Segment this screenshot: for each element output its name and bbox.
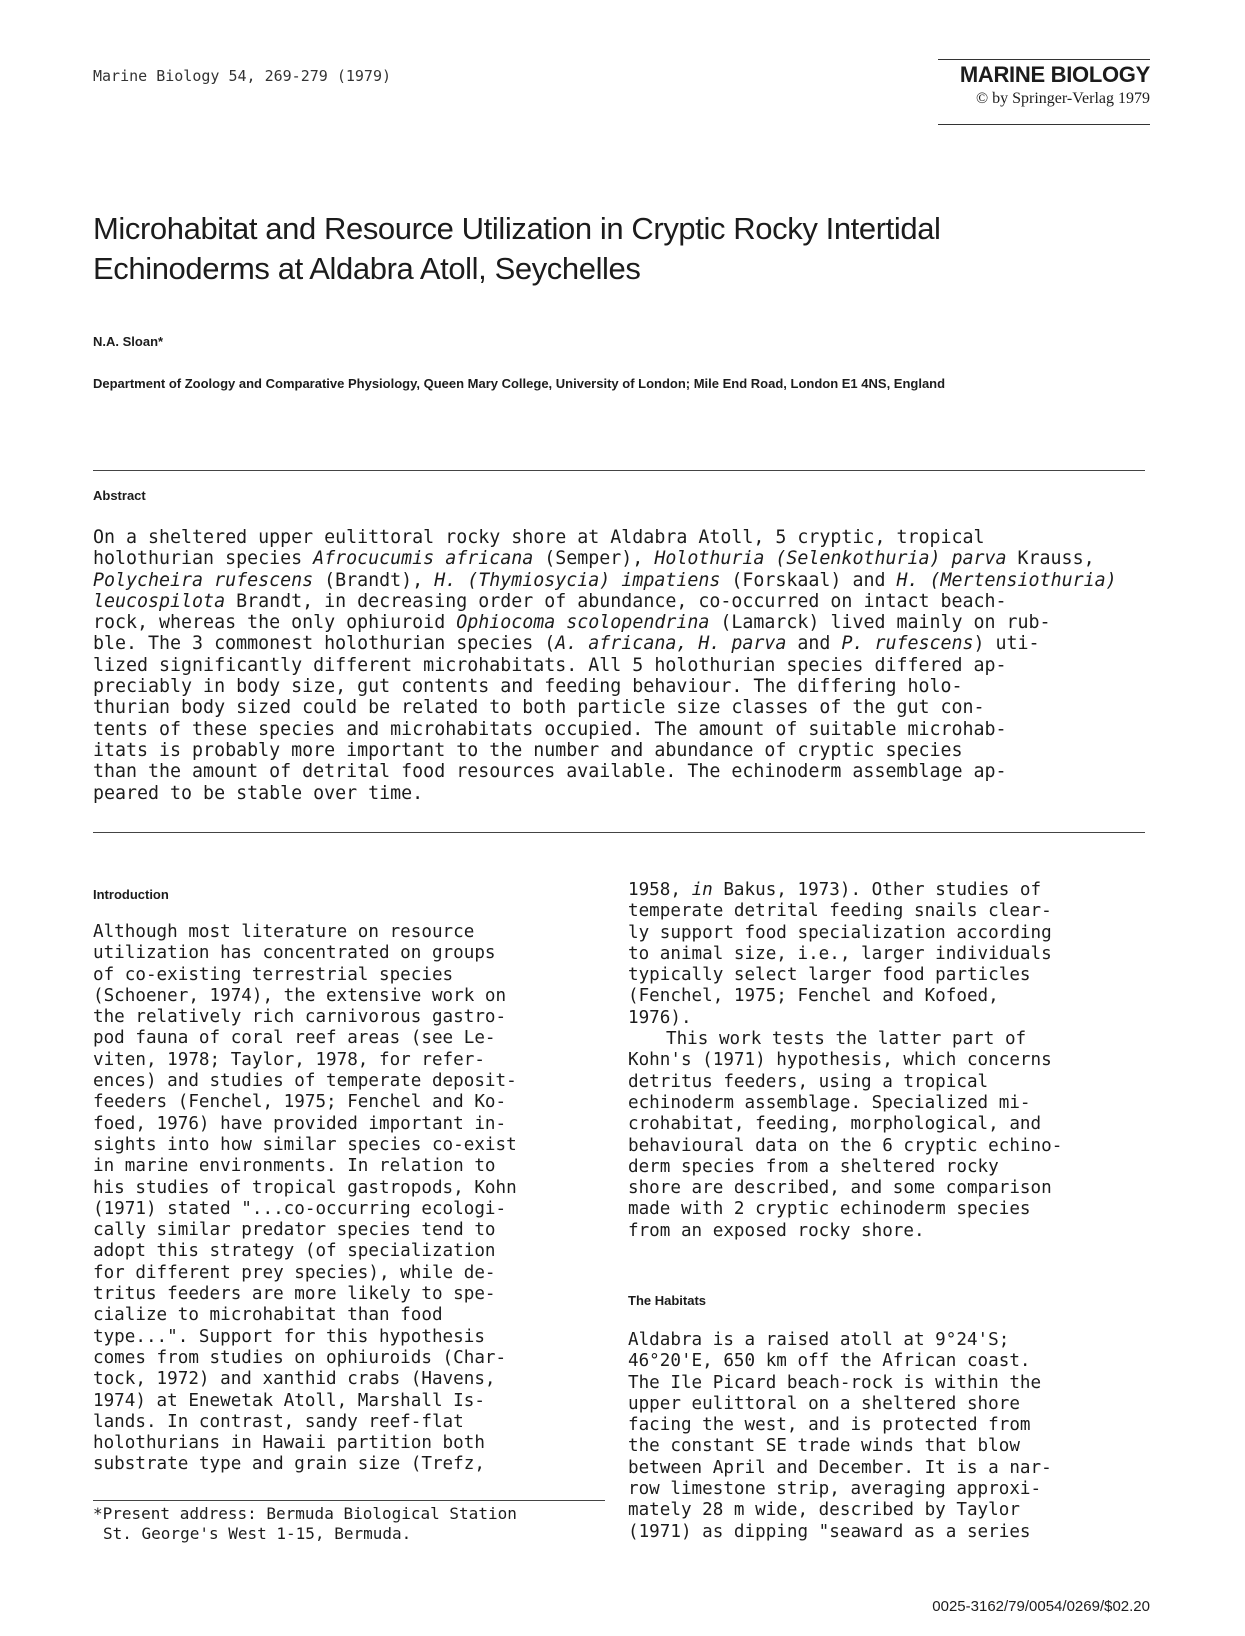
text-line <box>93 570 1145 591</box>
section-divider <box>93 832 1145 833</box>
text-line <box>628 1157 1148 1178</box>
text-line: facing the west, and is protected from <box>628 1415 1031 1436</box>
text-line: 1974) at Enewetak Atoll, Marshall Is- <box>93 1390 485 1411</box>
italic-text: Polycheira rufescens <box>93 569 314 591</box>
italic-text: Afrocucumis africana <box>313 548 534 570</box>
journal-bottom-rule <box>938 124 1150 125</box>
journal-name: MARINE BIOLOGY <box>959 62 1150 87</box>
text-line: row limestone strip, averaging approxi- <box>628 1479 1042 1500</box>
text-run: temperate detrital feeding snails clear- <box>628 901 1052 922</box>
text-line: The Ile Picard beach-rock is within the <box>628 1372 1042 1393</box>
text-run: from an exposed rocky shore. <box>628 1220 925 1241</box>
text-run: and <box>786 633 842 655</box>
text-line <box>628 1008 1148 1029</box>
text-run: (Brandt), <box>313 569 435 591</box>
text-line <box>628 1199 1148 1220</box>
text-run: This work tests the latter part of <box>666 1029 1027 1050</box>
italic-text: in <box>691 880 713 900</box>
journal-citation: Marine Biology 54, 269-279 (1979) <box>93 67 392 85</box>
text-line <box>628 944 1148 965</box>
text-run: to animal size, i.e., larger individuals <box>628 943 1052 964</box>
text-line <box>628 1072 1148 1093</box>
text-run: behavioural data on the 6 cryptic echino- <box>628 1135 1063 1156</box>
text-line: upper eulittoral on a sheltered shore <box>628 1393 1020 1414</box>
text-line: for different prey species), while de- <box>93 1262 496 1283</box>
abstract-body <box>93 527 1145 804</box>
text-line: type...". Support for this hypothesis <box>93 1326 485 1347</box>
text-run: Bakus, 1973). Other studies of <box>712 880 1042 900</box>
text-run: made with 2 cryptic echinoderm species <box>628 1199 1031 1220</box>
text-line: mately 28 m wide, described by Taylor <box>628 1500 1020 1521</box>
text-run: 1958, <box>628 880 692 900</box>
text-line <box>628 1221 1148 1242</box>
text-line <box>93 633 1145 654</box>
copyright-notice: © by Springer-Verlag 1979 <box>975 90 1150 107</box>
italic-text: Ophiocoma scolopendrina <box>456 612 710 634</box>
text-line: adopt this strategy (of specialization <box>93 1241 496 1262</box>
text-line: cally similar predator species tend to <box>93 1220 496 1241</box>
text-line <box>93 697 1145 718</box>
text-line: between April and December. It is a nar- <box>628 1457 1052 1478</box>
abstract-heading: Abstract <box>93 488 146 503</box>
text-line <box>628 880 1148 901</box>
text-line: the constant SE trade winds that blow <box>628 1436 1020 1457</box>
text-line <box>628 923 1148 944</box>
text-run: (Fenchel, 1975; Fenchel and Kofoed, <box>628 986 999 1007</box>
italic-text: leucospilota <box>93 590 226 612</box>
text-line <box>628 986 1148 1007</box>
text-line <box>628 965 1148 986</box>
italic-text: P. rufescens <box>841 633 974 655</box>
paper-title <box>93 209 1153 289</box>
footnote-line: *Present address: Bermuda Biological Station <box>93 1504 517 1523</box>
text-line <box>93 591 1145 612</box>
title-line: Echinoderms at Aldabra Atoll, Seychelles <box>93 251 641 286</box>
text-line: of co-existing terrestrial species <box>93 964 454 985</box>
text-line: tritus feeders are more likely to spe- <box>93 1284 496 1305</box>
introduction-heading: Introduction <box>93 887 169 902</box>
text-run: derm species from a sheltered rocky <box>628 1156 999 1177</box>
journal-block <box>900 62 1150 108</box>
text-line <box>93 740 1145 761</box>
text-line: his studies of tropical gastropods, Kohn <box>93 1177 517 1198</box>
text-line: ences) and studies of temperate deposit- <box>93 1071 517 1092</box>
text-line <box>628 1136 1148 1157</box>
text-line <box>93 612 1145 633</box>
text-run: Brandt, in decreasing order of abundance, co-occurred on intact beach- <box>225 590 1007 612</box>
text-run: detritus feeders, using a tropical <box>628 1071 989 1092</box>
footnote <box>93 1504 517 1544</box>
author-name: N.A. Sloan* <box>93 334 164 349</box>
text-line: (Schoener, 1974), the extensive work on <box>93 985 507 1006</box>
text-run: lized significantly different microhabitats. All 5 holothurian species differed ap- <box>93 654 1007 676</box>
text-run: 1976). <box>628 1007 692 1028</box>
text-run: rock, whereas the only ophiuroid <box>93 612 457 634</box>
title-line: Microhabitat and Resource Utilization in Cryptic Rocky Intertidal <box>93 211 941 246</box>
text-line: pod fauna of coral reef areas (see Le- <box>93 1028 496 1049</box>
text-run: holothurian species <box>93 548 314 570</box>
text-line: (1971) stated "...co-occurring ecologi- <box>93 1198 507 1219</box>
text-line: cialize to microhabitat than food <box>93 1305 443 1326</box>
text-line <box>628 901 1148 922</box>
text-line: the relatively rich carnivorous gastro- <box>93 1007 507 1028</box>
text-line <box>93 676 1145 697</box>
text-line <box>93 655 1145 676</box>
journal-top-rule <box>938 59 1150 60</box>
text-line: feeders (Fenchel, 1975; Fenchel and Ko- <box>93 1092 507 1113</box>
footnote-line: St. George's West 1-15, Bermuda. <box>103 1524 412 1543</box>
text-line <box>93 719 1145 740</box>
text-run: typically select larger food particles <box>628 965 1031 986</box>
text-run: thurian body sized could be related to both particle size classes of the gut con- <box>93 697 985 719</box>
text-line: substrate type and grain size (Trefz, <box>93 1454 485 1475</box>
text-line <box>93 527 1145 548</box>
text-run: tents of these species and microhabitats occupied. The amount of suitable microhab- <box>93 718 1007 740</box>
italic-text: H. (Mertensiothuria) <box>896 569 1117 591</box>
text-run: (Semper), <box>533 548 655 570</box>
text-line: (1971) as dipping "seaward as a series <box>628 1521 1031 1542</box>
text-run: preciably in body size, gut contents and feeding behaviour. The differing holo- <box>93 676 963 698</box>
text-line <box>93 548 1145 569</box>
text-run: ) uti- <box>973 633 1040 655</box>
text-line: viten, 1978; Taylor, 1978, for refer- <box>93 1049 485 1070</box>
text-line: lands. In contrast, sandy reef-flat <box>93 1411 464 1432</box>
text-line <box>628 1178 1148 1199</box>
habitats-column <box>628 1330 1148 1543</box>
text-line <box>628 1029 1148 1050</box>
text-line: sights into how similar species co-exist <box>93 1134 517 1155</box>
introduction-right-column <box>628 880 1148 1242</box>
text-run: On a sheltered upper eulittoral rocky shore at Aldabra Atoll, 5 cryptic, tropical <box>93 527 985 548</box>
text-line <box>628 1093 1148 1114</box>
text-run: itats is probably more important to the number and abundance of cryptic species <box>93 739 963 761</box>
text-run: ble. The 3 commonest holothurian species ( <box>93 633 556 655</box>
text-run: (Lamarck) lived mainly on rub- <box>709 612 1051 634</box>
text-line <box>628 1050 1148 1071</box>
text-run: peared to be stable over time. <box>93 782 424 804</box>
habitats-heading: The Habitats <box>628 1293 707 1308</box>
text-line: in marine environments. In relation to <box>93 1156 496 1177</box>
section-divider <box>93 470 1145 471</box>
text-line: Although most literature on resource <box>93 922 475 942</box>
italic-text: H. (Thymiosycia) impatiens <box>434 569 721 591</box>
text-run: than the amount of detrital food resources available. The echinoderm assemblage ap- <box>93 761 1007 783</box>
text-line: holothurians in Hawaii partition both <box>93 1433 485 1454</box>
text-line: utilization has concentrated on groups <box>93 943 496 964</box>
text-line: tock, 1972) and xanthid crabs (Havens, <box>93 1369 496 1390</box>
text-line: Aldabra is a raised atoll at 9°24'S; <box>628 1330 1010 1350</box>
italic-text: Holothuria (Selenkothuria) parva <box>654 548 1007 570</box>
text-run: Kohn's (1971) hypothesis, which concerns <box>628 1050 1052 1071</box>
text-run: (Forskaal) and <box>720 569 897 591</box>
text-line: comes from studies on ophiuroids (Char- <box>93 1347 507 1368</box>
text-line <box>628 1114 1148 1135</box>
footnote-rule <box>93 1500 605 1501</box>
text-line <box>93 761 1145 782</box>
text-line <box>93 783 1145 804</box>
text-run: ly support food specialization according <box>628 922 1052 943</box>
text-run: crohabitat, feeding, morphological, and <box>628 1114 1042 1135</box>
author-affiliation: Department of Zoology and Comparative Physiology, Queen Mary College, University of London; Mile End Road, London E1 4NS, England <box>93 376 946 391</box>
text-line: foed, 1976) have provided important in- <box>93 1113 507 1134</box>
article-code: 0025-3162/79/0054/0269/$02.20 <box>932 1598 1150 1615</box>
text-run: echinoderm assemblage. Specialized mi- <box>628 1092 1031 1113</box>
italic-text: A. africana, H. parva <box>555 633 787 655</box>
introduction-left-column <box>93 922 613 1476</box>
text-run: Krauss, <box>1006 548 1095 570</box>
text-run: shore are described, and some comparison <box>628 1178 1052 1199</box>
text-line: 46°20'E, 650 km off the African coast. <box>628 1351 1031 1372</box>
